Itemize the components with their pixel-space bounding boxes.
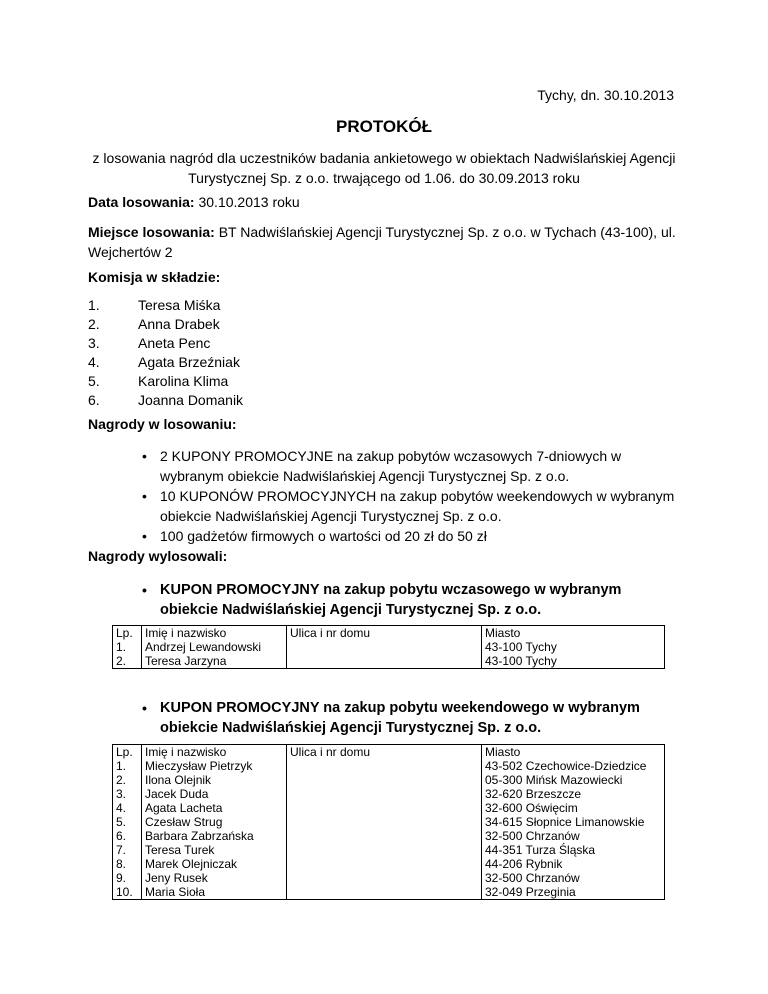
group1-heading: • KUPON PROMOCYJNY na zakup pobytu wczasowego w wybranym obiekcie Nadwiślańskiej Agencji Turystycznej Sp. z o.o.: [142, 582, 622, 618]
group2-table: [112, 744, 665, 900]
list-item: 4. Agata Brzeźniak: [88, 354, 240, 370]
table-row: 2. Ilona Olejnik 05-300 Mińsk Mazowiecki: [113, 773, 665, 787]
prizes-heading: Nagrody w losowaniu:: [88, 416, 237, 432]
list-item: • 2 KUPONY PROMOCYJNE na zakup pobytów wczasowych 7-dniowych w wybranym obiekcie Nadwiślańskiej Agencji Turystycznej Sp. z o.o.: [142, 448, 622, 484]
list-item: • 100 gadżetów firmowych o wartości od 20 zł do 50 zł: [142, 528, 487, 544]
list-item: 1. Teresa Miśka: [88, 297, 221, 313]
table-row: 10. Maria Sioła 32-049 Przeginia: [113, 885, 665, 900]
document-subtitle: z losowania nagród dla uczestników badania ankietowego w obiektach Nadwiślańskiej Agencji Turystycznej Sp. z o.o. trwającego od 1.06. do 30.09.2013 roku: [92, 150, 676, 186]
document-title: PROTOKÓŁ: [335, 117, 433, 136]
committee-heading: Komisja w składzie:: [88, 269, 221, 285]
bullet-icon: •: [142, 488, 147, 504]
draw-place-value: BT Nadwiślańskiej Agencji Turystycznej Sp. z o.o. w Tychach (43-100), ul. Wejchertów 2: [88, 224, 676, 260]
table-row: 8. Marek Olejniczak 44-206 Rybnik: [113, 857, 665, 871]
draw-date-value: 30.10.2013 roku: [198, 194, 300, 210]
draw-place-label: Miejsce losowania:: [88, 224, 215, 240]
draw-place: [88, 222, 678, 262]
table-row: 5. Czesław Strug 34-615 Słopnice Limanowskie: [113, 815, 665, 829]
group1-table: [112, 625, 665, 669]
list-item: 6. Joanna Domanik: [88, 392, 244, 408]
list-item: • 10 KUPONÓW PROMOCYJNYCH na zakup pobytów weekendowych w wybranym obiekcie Nadwiślańskiej Agencji Turystycznej Sp. z o.o.: [142, 488, 675, 524]
list-item: 5. Karolina Klima: [88, 373, 229, 389]
date-line: Tychy, dn. 30.10.2013: [537, 87, 674, 103]
table-row: 2. Teresa Jarzyna 43-100 Tychy: [113, 654, 665, 669]
committee-list: [88, 296, 243, 410]
draw-date-label: Data losowania:: [88, 194, 195, 210]
table-header-row: Lp. Imię i nazwisko Ulica i nr domu Miasto: [113, 745, 665, 760]
prizes-list: [88, 446, 678, 546]
table-row: 3. Jacek Duda 32-620 Brzeszcze: [113, 787, 665, 801]
table-row: 7. Teresa Turek 44-351 Turza Śląska: [113, 843, 665, 857]
draw-date: [88, 192, 678, 212]
table-row: 4. Agata Lacheta 32-600 Oświęcim: [113, 801, 665, 815]
table-row: 9. Jeny Rusek 32-500 Chrzanów: [113, 871, 665, 885]
bullet-icon: •: [142, 582, 147, 598]
table-row: 6. Barbara Zabrzańska 32-500 Chrzanów: [113, 829, 665, 843]
winners-heading: Nagrody wylosowali:: [88, 548, 228, 564]
bullet-icon: •: [142, 448, 147, 464]
list-item: 3. Aneta Penc: [88, 335, 211, 351]
table-row: 1. Andrzej Lewandowski 43-100 Tychy: [113, 640, 665, 654]
bullet-icon: •: [142, 700, 147, 716]
list-item: 2. Anna Drabek: [88, 316, 220, 332]
group2-heading: • KUPON PROMOCYJNY na zakup pobytu weekendowego w wybranym obiekcie Nadwiślańskiej Agencji Turystycznej Sp. z o.o.: [142, 700, 640, 736]
table-row: 1. Mieczysław Pietrzyk 43-502 Czechowice-Dziedzice: [113, 759, 665, 773]
bullet-icon: •: [142, 528, 147, 544]
table-header-row: Lp. Imię i nazwisko Ulica i nr domu Miasto: [113, 626, 665, 641]
